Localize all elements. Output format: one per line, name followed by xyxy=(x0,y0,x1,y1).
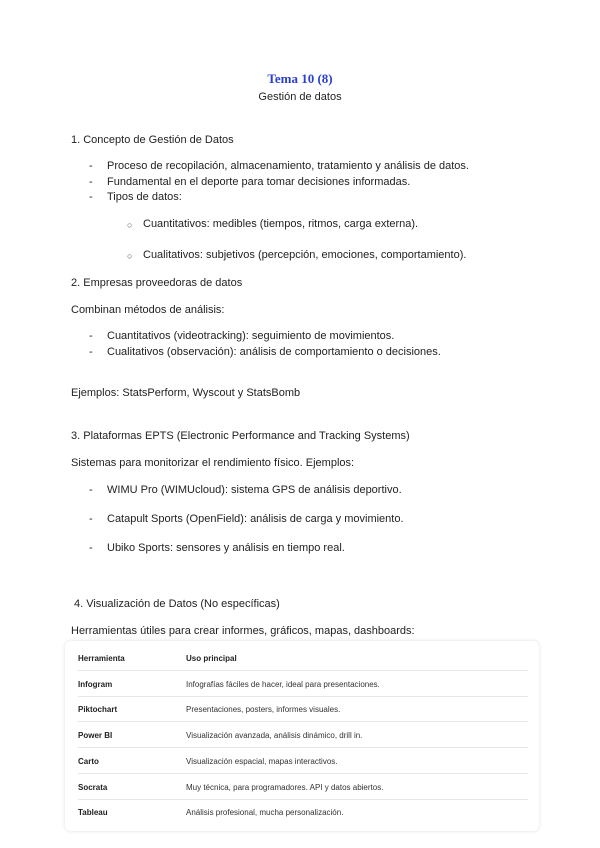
section-1-bullet-2: Fundamental en el deporte para tomar decisiones informadas. xyxy=(107,176,411,188)
section-4-heading: 4. Visualización de Datos (No específicas) xyxy=(74,598,280,610)
bullet-dash: - xyxy=(89,513,93,525)
circle-bullet-icon: ○ xyxy=(127,220,133,230)
section-1-bullet-3: Tipos de datos: xyxy=(107,191,182,203)
table-row-tool: Piktochart xyxy=(78,705,118,714)
section-1-heading: 1. Concepto de Gestión de Datos xyxy=(71,134,234,146)
table-row-use: Muy técnica, para programadores. API y datos abiertos. xyxy=(186,783,384,792)
section-2-bullet-2: Cualitativos (observación): análisis de comportamiento o decisiones. xyxy=(107,346,441,358)
table-divider xyxy=(78,773,528,774)
table-row-tool: Socrata xyxy=(78,783,108,792)
bullet-dash: - xyxy=(89,176,93,188)
bullet-dash: - xyxy=(89,346,93,358)
section-2-bullet-1: Cuantitativos (videotracking): seguimiento de movimientos. xyxy=(107,330,395,342)
page-subtitle: Gestión de datos xyxy=(258,91,342,103)
section-1-bullet-1: Proceso de recopilación, almacenamiento, tratamiento y análisis de datos. xyxy=(107,160,469,172)
bullet-dash: - xyxy=(89,330,93,342)
section-2-heading: 2. Empresas proveedoras de datos xyxy=(71,277,243,289)
table-header-use: Uso principal xyxy=(186,654,237,663)
section-3-bullet-2: Catapult Sports (OpenField): análisis de carga y movimiento. xyxy=(107,513,404,525)
table-row-tool: Infogram xyxy=(78,680,113,689)
table-divider xyxy=(78,747,528,748)
table-divider xyxy=(78,696,528,697)
section-2-intro: Combinan métodos de análisis: xyxy=(71,304,225,316)
table-row-use: Infografías fáciles de hacer, ideal para presentaciones. xyxy=(186,680,380,689)
section-3-heading: 3. Plataformas EPTS (Electronic Performance and Tracking Systems) xyxy=(71,430,410,442)
table-row-use: Análisis profesional, mucha personalización. xyxy=(186,808,344,817)
table-row-tool: Carto xyxy=(78,757,99,766)
table-header-tool: Herramienta xyxy=(78,654,125,663)
section-2-examples: Ejemplos: StatsPerform, Wyscout y StatsBomb xyxy=(71,387,301,399)
section-3-bullet-3: Ubiko Sports: sensores y análisis en tiempo real. xyxy=(107,542,345,554)
table-divider xyxy=(78,799,528,800)
table-row-tool: Power BI xyxy=(78,731,113,740)
bullet-dash: - xyxy=(89,160,93,172)
bullet-dash: - xyxy=(89,191,93,203)
section-3-intro: Sistemas para monitorizar el rendimiento físico. Ejemplos: xyxy=(71,457,355,469)
circle-bullet-icon: ○ xyxy=(127,251,133,261)
table-row-use: Presentaciones, posters, informes visuales. xyxy=(186,705,341,714)
section-1-subbullet-2: Cualitativos: subjetivos (percepción, emociones, comportamiento). xyxy=(143,249,467,261)
table-divider xyxy=(78,721,528,722)
bullet-dash: - xyxy=(89,484,93,496)
section-1-subbullet-1: Cuantitativos: medibles (tiempos, ritmos, carga externa). xyxy=(143,218,419,230)
table-divider xyxy=(78,670,528,671)
section-4-intro: Herramientas útiles para crear informes, gráficos, mapas, dashboards: xyxy=(71,625,415,637)
page-title: Tema 10 (8) xyxy=(267,71,333,86)
table-row-use: Visualización espacial, mapas interactivos. xyxy=(186,757,338,766)
section-3-bullet-1: WIMU Pro (WIMUcloud): sistema GPS de análisis deportivo. xyxy=(107,484,402,496)
table-row-use: Visualización avanzada, análisis dinámico, drill in. xyxy=(186,731,363,740)
bullet-dash: - xyxy=(89,542,93,554)
table-row-tool: Tableau xyxy=(78,808,108,817)
